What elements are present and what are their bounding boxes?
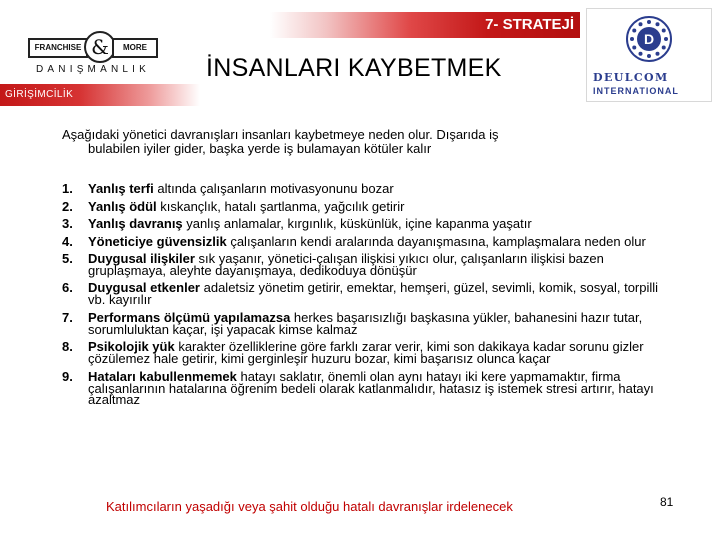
list-item-text: herkes başarısızlığı başkasına yükler, bahanesini hazır tutar, sorumluluktan kaçar, işi yapacak kimse kalmaz bbox=[88, 309, 643, 337]
emblem-dot bbox=[632, 46, 636, 50]
logo-word-more: MORE bbox=[112, 38, 158, 58]
list-item bbox=[62, 253, 672, 277]
footer-note: Katılımcıların yaşadığı veya şahit olduğu hatalı davranışlar irdelenecek bbox=[106, 499, 513, 514]
deulcom-logo bbox=[586, 8, 712, 102]
emblem-dot bbox=[656, 22, 660, 26]
intro-line-1: Aşağıdaki yönetici davranışları insanları kaybetmeye neden olur. Dışarıda iş bbox=[62, 127, 499, 142]
list-item-number: 5. bbox=[62, 251, 73, 266]
emblem-dot bbox=[656, 52, 660, 56]
list-item-term: Yanlış terfi bbox=[88, 181, 154, 196]
deulcom-name: DEULCOM bbox=[593, 71, 669, 84]
list-item-text: adaletsiz yönetim getirir, emektar, hemşeri, güzel, sevimli, komik, sosyal, torpilli vb. kayırılır bbox=[88, 280, 659, 308]
list-item bbox=[62, 282, 672, 306]
list-item-term: Hataları kabullenmemek bbox=[88, 368, 237, 384]
list-item-number: 7. bbox=[62, 309, 73, 325]
emblem-dot bbox=[632, 29, 636, 33]
franchise-more-logo bbox=[22, 28, 162, 80]
list-item-text: sık yaşanır, yönetici-çalışan ilişkisi yıkıcı olur, çalışanların ilişkisi bazen gruplaşmaya, aleyhte dayanışmaya, dedikoduya dönüşür bbox=[88, 251, 604, 278]
list-item-number: 3. bbox=[62, 216, 73, 231]
logo-word-franchise: FRANCHISE bbox=[28, 38, 88, 58]
list-item-number: 6. bbox=[62, 280, 73, 296]
behavior-list bbox=[62, 183, 672, 412]
deulcom-emblem-letter: D bbox=[643, 31, 655, 47]
emblem-dot bbox=[662, 46, 666, 50]
list-item-number: 4. bbox=[62, 233, 73, 249]
emblem-dot bbox=[630, 37, 634, 41]
list-item-text: karakter özelliklerine göre farklı zarar verir, kimi son dakikaya kadar sorunu gizler çözülemez hale getirir, kimi gerginleşir huzuru bozar, kimi başarısız olunca kaçar bbox=[88, 339, 644, 367]
section-label: GİRİŞİMCİLİK bbox=[5, 89, 74, 100]
emblem-dot bbox=[639, 22, 643, 26]
list-item-term: Yanlış ödül bbox=[88, 198, 157, 214]
list-item-term: Duygusal ilişkiler bbox=[88, 251, 195, 266]
emblem-dot bbox=[647, 20, 651, 24]
emblem-dot bbox=[639, 52, 643, 56]
list-item-term: Yöneticiye güvensizlik bbox=[88, 233, 227, 249]
logo-ampersand: & bbox=[84, 31, 116, 63]
emblem-dot bbox=[647, 54, 651, 58]
list-item-text: hatayı saklatır, önemli olan aynı hatayı iki kere yapmamaktır, firma çalışanlarının hatalarına öğrenim bedeli olarak katlanmalıdır, hatasız iş istemek stresi artırır, hatayı azaltmaz bbox=[88, 368, 654, 408]
emblem-dot bbox=[664, 37, 668, 41]
list-item-text: çalışanların kendi aralarında dayanışmasına, kamplaşmalara neden olur bbox=[226, 233, 646, 249]
logo-wordmark bbox=[26, 34, 158, 58]
list-item bbox=[62, 198, 672, 214]
list-item-term: Duygusal etkenler bbox=[88, 280, 200, 296]
emblem-dot bbox=[662, 29, 666, 33]
list-item bbox=[62, 233, 672, 249]
list-item bbox=[62, 183, 672, 195]
list-item bbox=[62, 218, 672, 230]
intro-paragraph bbox=[62, 128, 662, 156]
list-item-term: Psikolojik yük bbox=[88, 339, 175, 355]
header-label: 7- STRATEJİ bbox=[485, 16, 574, 33]
list-item-term: Performans ölçümü yapılamazsa bbox=[88, 309, 291, 325]
list-item bbox=[62, 309, 672, 337]
list-item-number: 8. bbox=[62, 339, 73, 355]
list-item-text: kıskançlık, hatalı şartlanma, yağcılık getirir bbox=[156, 198, 405, 214]
list-item bbox=[62, 368, 672, 408]
list-item-term: Yanlış davranış bbox=[88, 216, 183, 231]
list-item-text: yanlış anlamalar, kırgınlık, küskünlük, içine kapanma yaşatır bbox=[182, 216, 532, 231]
logo-subtitle: DANIŞMANLIK bbox=[36, 64, 150, 75]
list-item-text: altında çalışanların motivasyonunu bozar bbox=[153, 181, 394, 196]
page-title: İNSANLARI KAYBETMEK bbox=[206, 54, 502, 82]
page-number: 81 bbox=[660, 495, 674, 509]
deulcom-subtitle: INTERNATIONAL bbox=[593, 86, 679, 96]
list-item bbox=[62, 341, 672, 365]
list-item-number: 2. bbox=[62, 198, 73, 214]
deulcom-emblem-icon bbox=[625, 15, 673, 63]
intro-line-2: bulabilen iyiler gider, başka yerde iş bulamayan kötüler kalır bbox=[88, 141, 432, 156]
list-item-number: 9. bbox=[62, 368, 73, 384]
list-item-number: 1. bbox=[62, 181, 73, 196]
